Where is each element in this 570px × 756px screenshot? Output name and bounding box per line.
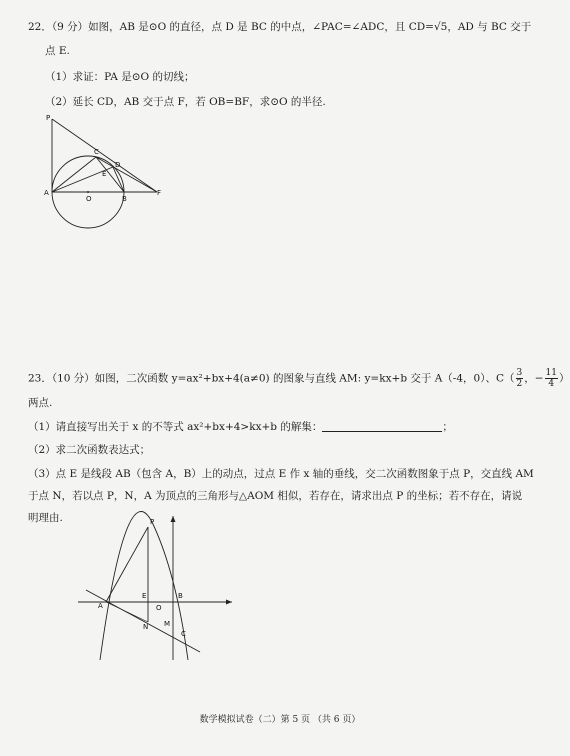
- line-an: [106, 602, 148, 622]
- q22-title-cont: 点 E.: [45, 45, 70, 57]
- label-b2: B: [178, 592, 183, 600]
- answer-blank[interactable]: [322, 421, 442, 432]
- label-e: E: [102, 170, 107, 178]
- q22-part1: （1）求证：PA 是⊙O 的切线；: [45, 71, 195, 83]
- line-ac: [52, 157, 96, 192]
- page-footer: 数学模拟试卷（二）第 5 页 （共 6 页）: [199, 715, 361, 725]
- label-b: B: [122, 195, 127, 203]
- q23-part1: [28, 420, 453, 434]
- x-axis-arrow: [226, 600, 232, 605]
- label-p2: P: [150, 518, 155, 526]
- label-f: F: [157, 189, 162, 197]
- q23-title-b: ）: [559, 372, 570, 385]
- q23-comma: ，−: [524, 372, 544, 385]
- q23-part3-a: （3）点 E 是线段 AB（包含 A，B）上的动点，过点 E 作 x 轴的垂线，交二次函数图象于点 P，交直线 AM: [28, 468, 534, 480]
- q23-part3-b: 于点 N，若以点 P，N，A 为顶点的三角形与△AOM 相似，若存在，请求出点 P 的坐标；若不存在，请说: [28, 490, 523, 502]
- label-e2: E: [142, 592, 147, 600]
- label-o: O: [86, 195, 92, 203]
- label-a2: A: [98, 602, 103, 610]
- line-pa2: [106, 527, 148, 602]
- label-p: P: [46, 114, 51, 122]
- frac2-num: 11: [545, 368, 557, 378]
- q23-part1-end: ；: [442, 421, 453, 433]
- center-dot: [87, 191, 89, 193]
- q22-title: 22．（9 分）如图，AB 是⊙O 的直径，点 D 是 BC 的中点，∠PAC=∠ADC，且 CD=√5，AD 与 BC 交于: [28, 21, 532, 33]
- y-axis-arrow: [171, 516, 176, 522]
- label-a: A: [44, 189, 49, 197]
- q23-title: [28, 368, 570, 389]
- line-db: [113, 167, 124, 192]
- frac1-num: 3: [516, 368, 523, 378]
- fraction-3-2: [516, 368, 524, 389]
- line-pf: [52, 119, 157, 192]
- label-c2: C: [181, 630, 186, 638]
- frac1-den: 2: [516, 379, 523, 389]
- q23-title-a: 23．（10 分）如图，二次函数 y=ax²+bx+4(a≠0) 的图象与直线 AM: y=kx+b 交于 A（-4，0）、C（: [28, 372, 515, 385]
- label-o2: O: [156, 604, 162, 612]
- q23-figure: [70, 512, 240, 662]
- label-m2: M: [164, 620, 171, 628]
- frac2-den: 4: [548, 379, 555, 389]
- label-n2: N: [143, 623, 149, 631]
- fraction-11-4: [545, 368, 558, 389]
- q23-title-cont: 两点.: [28, 397, 53, 409]
- label-d: D: [115, 161, 121, 169]
- label-c: C: [94, 148, 99, 156]
- q23-part1-text: （1）请直接写出关于 x 的不等式 ax²+bx+4>kx+b 的解集：: [28, 421, 323, 433]
- q22-part2: （2）延长 CD，AB 交于点 F，若 OB=BF，求⊙O 的半径.: [45, 96, 326, 108]
- q22-figure: [40, 112, 170, 212]
- q23-part3-c: 明理由.: [28, 512, 63, 524]
- q23-part2: （2）求二次函数表达式；: [28, 444, 151, 456]
